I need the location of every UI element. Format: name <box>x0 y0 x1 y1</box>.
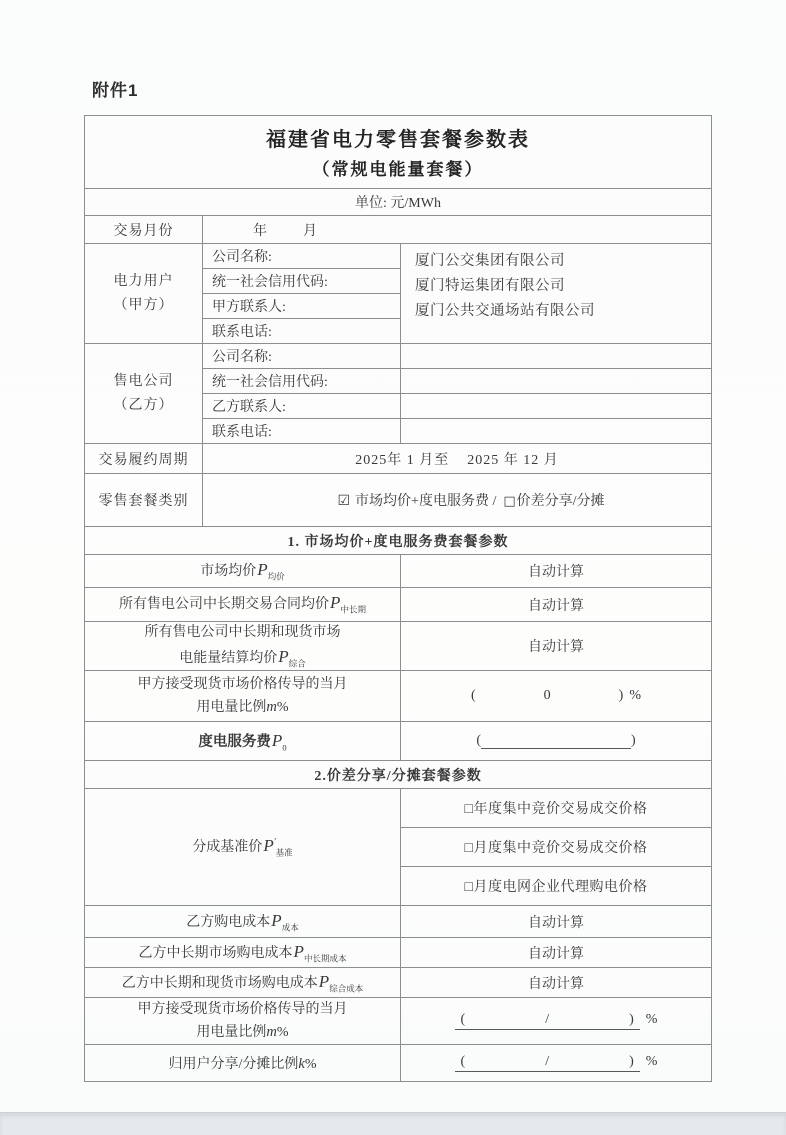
combined-cost-value: 自动计算 <box>401 968 712 998</box>
party-b-phone-label: 联系电话: <box>203 419 401 444</box>
category-option-1: 市场均价+度电服务费 <box>355 494 489 509</box>
mid-long-term-cost-value: 自动计算 <box>401 938 712 968</box>
party-b-group-header: 售电公司 （乙方） <box>85 344 203 444</box>
base-price-option-annual: □年度集中竞价交易成交价格 <box>401 789 712 828</box>
combined-cost-label: 乙方中长期和现货市场购电成本$P_{综合成本}$ <box>85 968 401 998</box>
party-b-company-name-value <box>401 344 712 369</box>
attachment-label: 附件1 <box>92 81 139 100</box>
unchecked-checkbox-icon: □ <box>503 494 516 509</box>
company-name: 厦门公共交通场站有限公司 <box>415 303 595 319</box>
scan-page-edge <box>0 1112 786 1135</box>
mid-long-term-avg-price-label: 所有售电公司中长期交易合同均价$P_{中长期}$ <box>85 588 401 622</box>
month-blank: 月 <box>303 223 317 239</box>
retail-package-parameter-table <box>84 115 712 1082</box>
base-price-option-monthly: □月度集中竞价交易成交价格 <box>401 828 712 867</box>
party-a-group-header: 电力用户 （甲方） <box>85 244 203 344</box>
spot-price-ratio-label-1: 甲方接受现货市场价格传导的当月 用电量比例m% <box>85 671 401 722</box>
table-title: 福建省电力零售套餐参数表 <box>266 128 530 151</box>
party-b-contact-label: 乙方联系人: <box>203 394 401 419</box>
trade-month-header: 交易月份 <box>85 216 203 244</box>
purchase-cost-value: 自动计算 <box>401 906 712 938</box>
package-category-value <box>203 474 712 527</box>
party-b-company-name-label: 公司名称: <box>203 344 401 369</box>
table-title-cell <box>85 116 712 189</box>
spot-price-ratio-value-1: ( 0 ) % <box>401 671 712 722</box>
party-a-credit-code-label: 统一社会信用代码: <box>203 269 401 294</box>
party-a-contact-label: 甲方联系人: <box>203 294 401 319</box>
market-avg-price-value: 自动计算 <box>401 555 712 588</box>
combined-settlement-price-value: 自动计算 <box>401 622 712 671</box>
company-name: 厦门公交集团有限公司 <box>415 253 565 269</box>
section-2-header: 2.价差分享/分摊套餐参数 <box>85 761 712 789</box>
performance-period-header: 交易履约周期 <box>85 444 203 474</box>
per-kwh-service-fee-value: ( ) <box>401 722 712 761</box>
spot-price-ratio-label-2: 甲方接受现货市场价格传导的当月 用电量比例m% <box>85 998 401 1045</box>
category-option-2: 价差分享/分摊 <box>516 494 605 509</box>
combined-settlement-price-label: 所有售电公司中长期和现货市场 电能量结算均价$P_{综合}$ <box>85 622 401 671</box>
unit-row <box>85 189 712 216</box>
party-a-phone-label: 联系电话: <box>203 319 401 344</box>
party-b-credit-code-value <box>401 369 712 394</box>
section-1-header: 1. 市场均价+度电服务费套餐参数 <box>85 527 712 555</box>
purchase-cost-label: 乙方购电成本$P_{成本}$ <box>85 906 401 938</box>
base-price-label: 分成基准价$P'_{基准}$ <box>85 789 401 906</box>
table-subtitle: （常规电能量套餐） <box>312 159 484 179</box>
fill-in-blank <box>481 736 631 749</box>
performance-period-value: 2025年 1 月至 2025 年 12 月 <box>203 444 712 474</box>
user-share-ratio-value: ( / ) % <box>401 1045 712 1082</box>
party-b-contact-value <box>401 394 712 419</box>
unit-label: 单位: 元/MWh <box>355 196 441 211</box>
checked-checkbox-icon: ☑ <box>337 493 351 509</box>
party-b-credit-code-label: 统一社会信用代码: <box>203 369 401 394</box>
user-share-ratio-label: 归用户分享/分摊比例k% <box>85 1045 401 1082</box>
party-b-phone-value <box>401 419 712 444</box>
category-separator: / <box>488 494 504 509</box>
mid-long-term-cost-label: 乙方中长期市场购电成本$P_{中长期成本}$ <box>85 938 401 968</box>
fill-in-blank: ( / ) <box>455 1054 640 1072</box>
market-avg-price-label: 市场均价$P_{均价}$ <box>85 555 401 588</box>
package-category-header: 零售套餐类别 <box>85 474 203 527</box>
base-price-option-grid-agent: □月度电网企业代理购电价格 <box>401 867 712 906</box>
per-kwh-service-fee-label: 度电服务费$P_0$ <box>85 722 401 761</box>
spot-price-ratio-value-2: ( / ) % <box>401 998 712 1045</box>
year-blank: 年 <box>253 223 267 239</box>
party-a-company-name-label: 公司名称: <box>203 244 401 269</box>
party-a-company-list <box>401 244 712 344</box>
fill-in-blank: ( / ) <box>455 1012 640 1030</box>
trade-month-value <box>203 216 712 244</box>
mid-long-term-avg-price-value: 自动计算 <box>401 588 712 622</box>
company-name: 厦门特运集团有限公司 <box>415 278 565 294</box>
